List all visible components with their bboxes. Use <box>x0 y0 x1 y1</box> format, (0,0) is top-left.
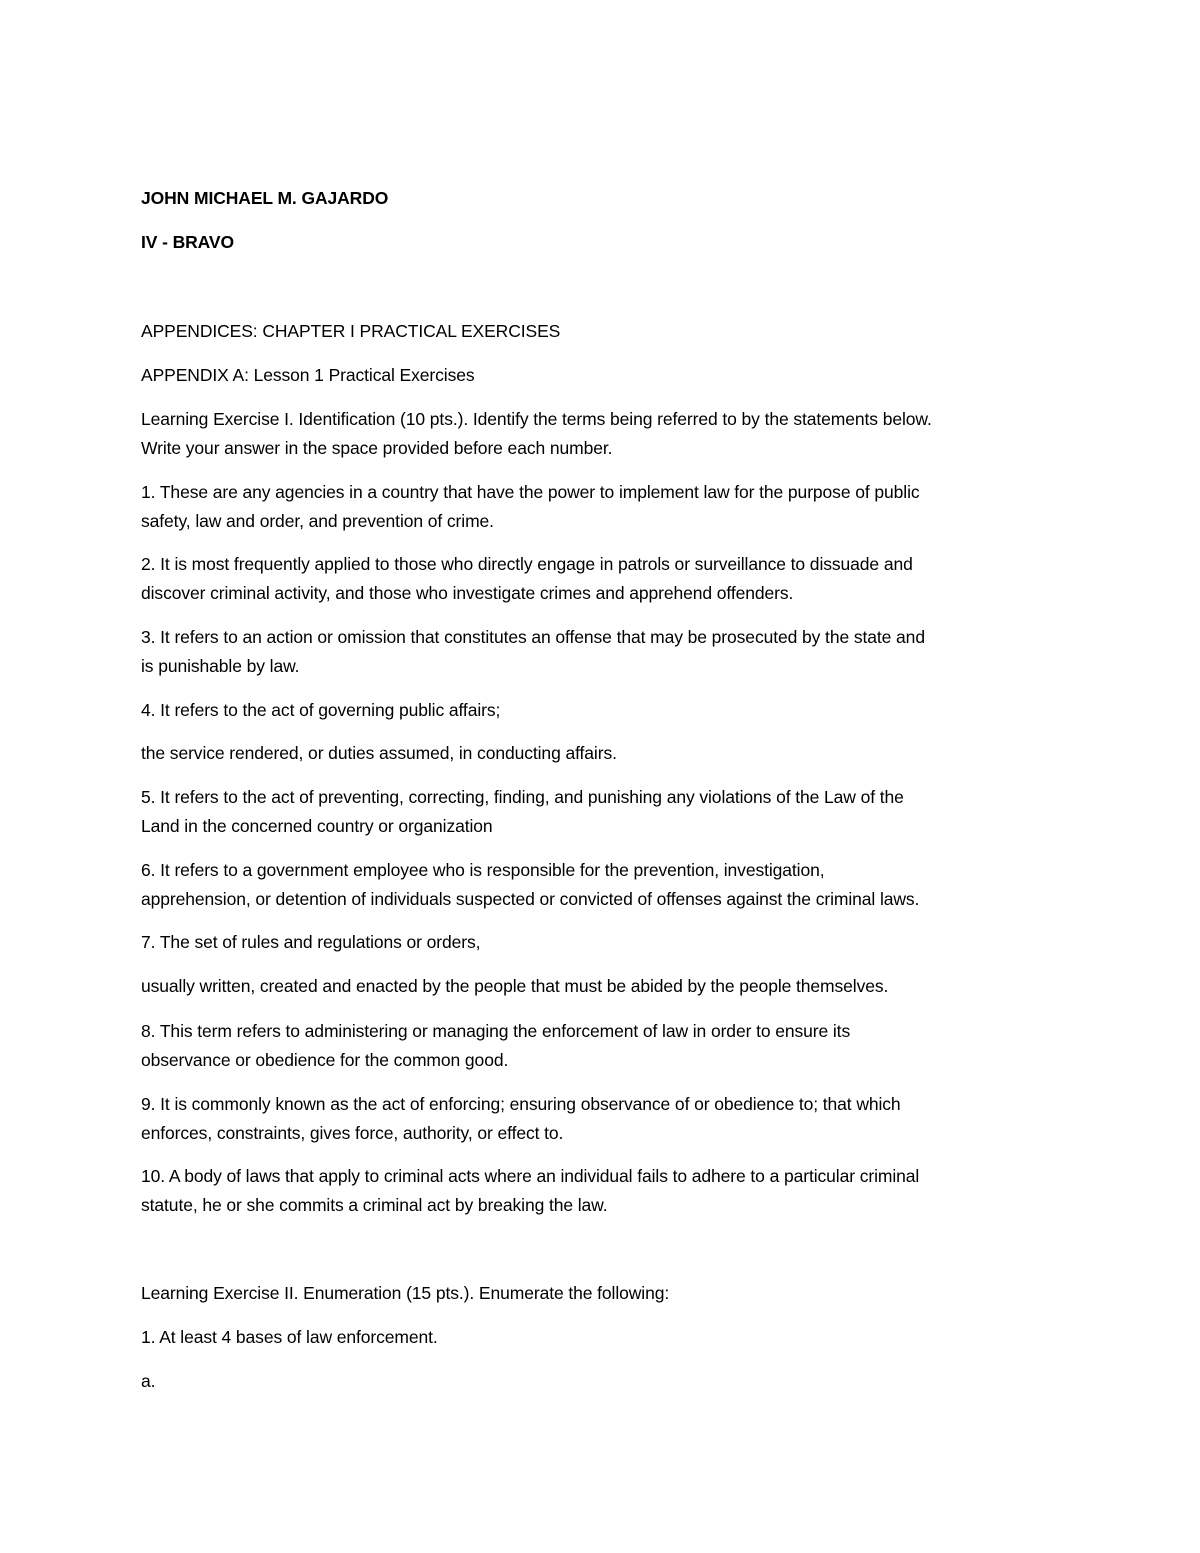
item-4-line1: 4. It refers to the act of governing public affairs; <box>141 700 501 720</box>
item-8-line1: 8. This term refers to administering or managing the enforcement of law in order to ensure its <box>141 1021 851 1041</box>
item-5-line2: Land in the concerned country or organization <box>141 816 493 836</box>
item-6-line1: 6. It refers to a government employee who is responsible for the prevention, investigation, <box>141 860 825 880</box>
appendices-title: APPENDICES: CHAPTER I PRACTICAL EXERCISES <box>141 321 561 341</box>
exercise2-item-1: 1. At least 4 bases of law enforcement. <box>141 1327 438 1347</box>
item-3-line1: 3. It refers to an action or omission that constitutes an offense that may be prosecuted by the state and <box>141 627 925 647</box>
item-2-line2: discover criminal activity, and those who investigate crimes and apprehend offenders. <box>141 583 794 603</box>
item-5-line1: 5. It refers to the act of preventing, correcting, finding, and punishing any violations of the Law of the <box>141 787 904 807</box>
exercise1-instruction-line2: Write your answer in the space provided before each number. <box>141 438 613 458</box>
item-6-line2: apprehension, or detention of individuals suspected or convicted of offenses against the criminal laws. <box>141 889 920 909</box>
item-3-line2: is punishable by law. <box>141 656 300 676</box>
item-7-line1: 7. The set of rules and regulations or orders, <box>141 932 481 952</box>
item-2-line1: 2. It is most frequently applied to those who directly engage in patrols or surveillance to dissuade and <box>141 554 913 574</box>
exercise2-sub-a: a. <box>141 1371 156 1391</box>
item-10-line1: 10. A body of laws that apply to criminal acts where an individual fails to adhere to a particular criminal <box>141 1166 920 1186</box>
item-9-line2: enforces, constraints, gives force, authority, or effect to. <box>141 1123 564 1143</box>
item-1-line2: safety, law and order, and prevention of crime. <box>141 511 494 531</box>
student-name: JOHN MICHAEL M. GAJARDO <box>141 188 389 208</box>
item-1-line1: 1. These are any agencies in a country that have the power to implement law for the purpose of public <box>141 482 920 502</box>
item-8-line2: observance or obedience for the common good. <box>141 1050 509 1070</box>
item-10-line2: statute, he or she commits a criminal act by breaking the law. <box>141 1195 608 1215</box>
exercise2-title: Learning Exercise II. Enumeration (15 pts.). Enumerate the following: <box>141 1283 670 1303</box>
appendix-title: APPENDIX A: Lesson 1 Practical Exercises <box>141 365 475 385</box>
item-9-line1: 9. It is commonly known as the act of enforcing; ensuring observance of or obedience to; that which <box>141 1094 901 1114</box>
item-4-line2: the service rendered, or duties assumed, in conducting affairs. <box>141 743 617 763</box>
item-7-line2: usually written, created and enacted by the people that must be abided by the people themselves. <box>141 976 889 996</box>
exercise1-instruction-line1: Learning Exercise I. Identification (10 pts.). Identify the terms being referred to by the statements below. <box>141 409 932 429</box>
student-section: IV - BRAVO <box>141 232 234 252</box>
